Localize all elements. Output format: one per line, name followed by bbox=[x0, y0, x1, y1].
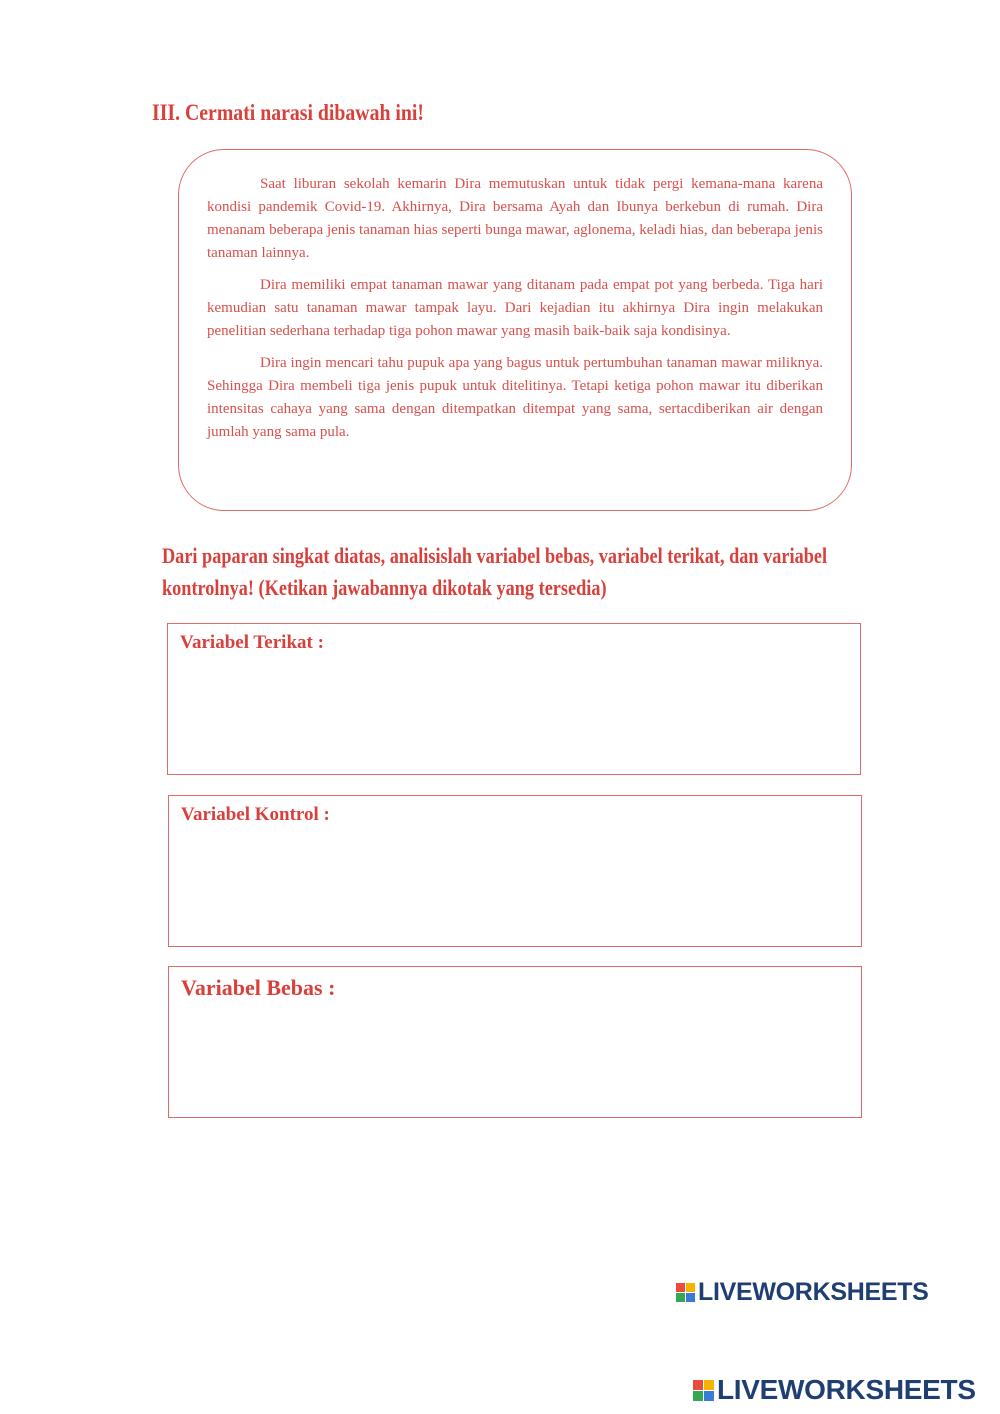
logo-square-v bbox=[676, 1293, 685, 1302]
answer-label-kontrol: Variabel Kontrol : bbox=[181, 804, 330, 825]
narrative-paragraph-3: Dira ingin mencari tahu pupuk apa yang bagus untuk pertumbuhan tanaman mawar miliknya. Sehingga Dira membeli tiga jenis pupuk untuk ditelitinya. Tetapi ketiga pohon mawar itu diberikan intensitas cahaya yang sama dengan ditempatkan ditempat yang sama, sertacdiberikan air dengan jumlah yang sama pula. bbox=[207, 355, 823, 440]
liveworksheets-logo-1 bbox=[676, 1278, 929, 1307]
section-heading: III. Cermati narasi dibawah ini! bbox=[152, 100, 425, 125]
logo-square-e bbox=[704, 1391, 714, 1401]
question-prompt: Dari paparan singkat diatas, analisislah variabel bebas, variabel terikat, dan variabel kontrolnya! (Ketikan jawabannya dikotak yang tersedia) bbox=[162, 543, 828, 600]
logo-square-e bbox=[686, 1293, 695, 1302]
variabel-kontrol-input[interactable] bbox=[181, 836, 849, 936]
logo-square-l bbox=[676, 1283, 685, 1292]
answer-box-kontrol bbox=[168, 795, 862, 947]
liveworksheets-icon bbox=[693, 1380, 714, 1401]
answer-box-terikat bbox=[167, 623, 861, 775]
liveworksheets-logo-2 bbox=[693, 1374, 976, 1406]
narrative-paragraph-2: Dira memiliki empat tanaman mawar yang ditanam pada empat pot yang berbeda. Tiga hari kemudian satu tanaman mawar tampak layu. Dari kejadian itu akhirnya Dira ingin melakukan penelitian sederhana terhadap tiga pohon mawar yang masih baik-baik saja kondisinya. bbox=[207, 277, 823, 339]
narrative-box bbox=[178, 149, 852, 511]
answer-box-bebas bbox=[168, 966, 862, 1118]
variabel-terikat-input[interactable] bbox=[180, 664, 848, 764]
liveworksheets-icon bbox=[676, 1283, 695, 1302]
liveworksheets-text: LIVEWORKSHEETS bbox=[698, 1278, 929, 1306]
liveworksheets-text: LIVEWORKSHEETS bbox=[717, 1374, 976, 1405]
narrative-paragraph-1: Saat liburan sekolah kemarin Dira memutuskan untuk tidak pergi kemana-mana karena kondisi pandemik Covid-19. Akhirnya, Dira bersama Ayah dan Ibunya berkebun di rumah. Dira menanam beberapa jenis tanaman hias seperti bunga mawar, aglonema, keladi hias, dan beberapa jenis tanaman lainnya. bbox=[207, 176, 823, 261]
logo-square-l bbox=[693, 1380, 703, 1390]
logo-square-v bbox=[693, 1391, 703, 1401]
answer-label-terikat: Variabel Terikat : bbox=[180, 632, 324, 653]
answer-label-bebas: Variabel Bebas : bbox=[181, 975, 336, 1000]
logo-square-i bbox=[704, 1380, 714, 1390]
variabel-bebas-input[interactable] bbox=[181, 1007, 849, 1107]
logo-square-i bbox=[686, 1283, 695, 1292]
